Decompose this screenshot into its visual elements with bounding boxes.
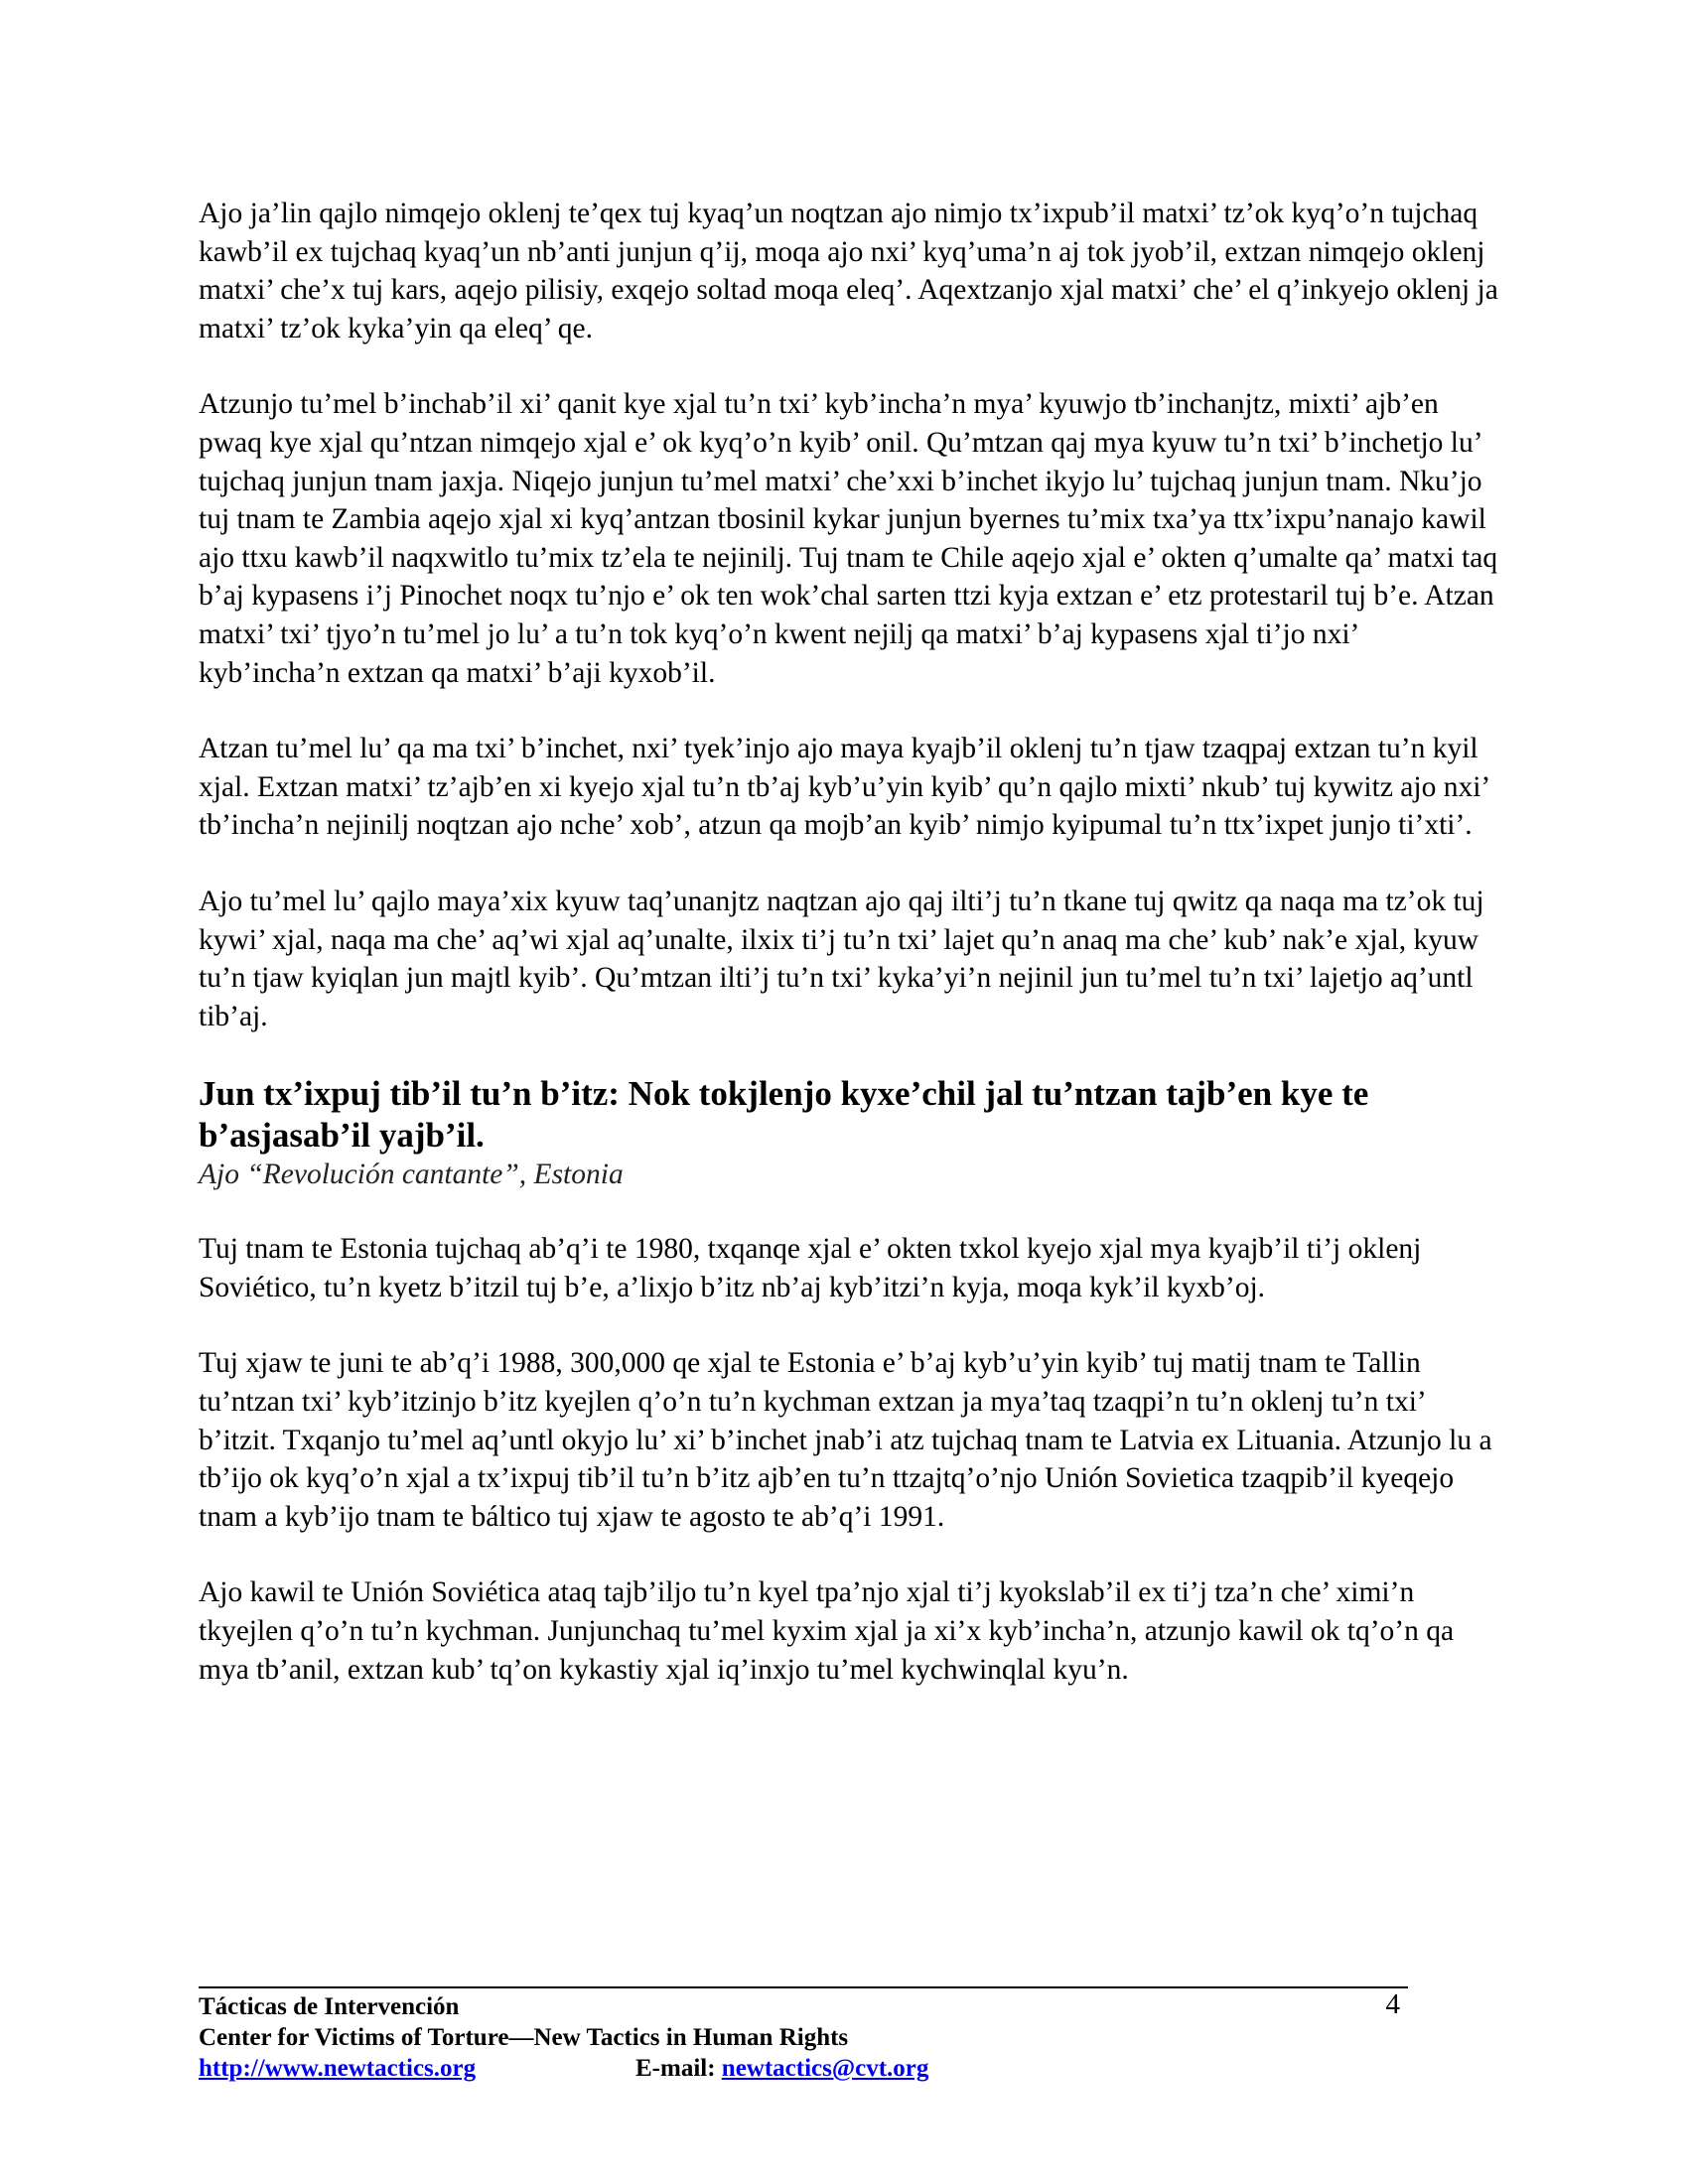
footer-organization-line [199,2022,1408,2053]
email-block [635,2053,928,2084]
paragraph-7: Ajo kawil te Unión Soviética ataq tajb’iljo tu’n kyel tpa’njo xjal ti’j kyokslab’il ex ti’j tza’n che’ ximi’n tkyejlen q’o’n tu’n kychman. Junjunchaq tu’mel kyxim xjal ja xi’x kyb’incha’n, atzunjo kawil ok tq’o’n qa mya tb’anil, extzan kub’ tq’on kykastiy xjal iq’inxjo tu’mel kychwinqlal kyu’n. [199,1576,1455,1686]
paragraph-3: Atzan tu’mel lu’ qa ma txi’ b’inchet, nxi’ tyek’injo ajo maya kyajb’il oklenj tu’n tjaw tzaqpaj extzan tu’n kyil xjal. Extzan matxi’ tz’ajb’en xi kyejo xjal tu’n tb’aj kyb’u’yin kyib’ qu’n qajlo mixti’ nkub’ tuj kywitz ajo nxi’ tb’incha’n nejinilj noqtzan ajo nche’ xob’, atzun qa mojb’an kyib’ nimjo kyipumal tu’n ttx’ixpet junjo ti’xti’. [199,733,1489,842]
main-content [199,195,1499,1726]
paragraph-1: Ajo ja’lin qajlo nimqejo oklenj te’qex tuj kyaq’un noqtzan ajo nimjo tx’ixpub’il matxi’ tz’ok kyq’o’n tujchaq kawb’il ex tujchaq kyaq’un nb’anti junjun q’ij, moqa ajo nxi’ kyq’uma’n aj tok jyob’il, extzan nimqejo oklenj matxi’ che’x tuj kars, aqejo pilisiy, exqejo soltad moqa eleq’. Aqextzanjo xjal matxi’ che’ el q’inkyejo oklenj ja matxi’ tz’ok kyka’yin qa eleq’ qe. [199,198,1498,344]
footer-title-line [199,1988,1408,2022]
paragraph-6: Tuj xjaw te juni te ab’q’i 1988, 300,000 qe xjal te Estonia e’ b’aj kyb’u’yin kyib’ tuj matij tnam te Tallin tu’ntzan txi’ kyb’itzinjo b’itz kyejlen q’o’n tu’n kychman extzan ja mya’taq tzaqpi’n tu’n oklenj tu’n txi’ b’itzit. Txqanjo tu’mel aq’untl okyjo lu’ xi’ b’inchet jnab’i atz tujchaq tnam te Latvia ex Lituania. Atzunjo lu a tb’ijo ok kyq’o’n xjal a tx’ixpuj tib’il tu’n b’itz ajb’en tu’n ttzajtq’o’njo Unión Sovietica tzaqpib’il kyeqejo tnam a kyb’ijo tnam te báltico tuj xjaw te agosto te ab’q’i 1991. [199,1347,1492,1533]
paragraph-5: Tuj tnam te Estonia tujchaq ab’q’i te 1980, txqanqe xjal e’ okten txkol kyejo xjal mya kyajb’il ti’j oklenj Soviético, tu’n kyetz b’itzil tuj b’e, a’lixjo b’itz nb’aj kyb’itzi’n kyja, moqa kyk’il kyxb’oj. [199,1233,1422,1303]
paragraph-2: Atzunjo tu’mel b’inchab’il xi’ qanit kye xjal tu’n txi’ kyb’incha’n mya’ kyuwjo tb’inchanjtz, mixti’ ajb’en pwaq kye xjal qu’ntzan nimqejo xjal e’ ok kyq’o’n kyib’ onil. Qu’mtzan qaj mya kyuw tu’n txi’ b’inchetjo lu’ tujchaq junjun tnam jaxja. Niqejo junjun tu’mel matxi’ che’xxi b’inchet ikyjo lu’ tujchaq junjun tnam. Nku’jo tuj tnam te Zambia aqejo xjal xi kyq’antzan tbosinil kykar junjun byernes tu’mix txa’ya ttx’ixpu’nanajo kawil ajo ttxu kawb’il naqxwitlo tu’mix tz’ela te nejinilj. Tuj tnam te Chile aqejo xjal e’ okten q’umalte qa’ matxi taq b’aj kypasens i’j Pinochet noqx tu’njo e’ ok ten wok’chal sarten ttzi kyja extzan e’ etz protestaril tuj b’e. Atzan matxi’ txi’ tjyo’n tu’mel jo lu’ a tu’n tok kyq’o’n kwent nejilj qa matxi’ b’aj kypasens xjal ti’jo nxi’ kyb’incha’n extzan qa matxi’ b’aji kyxob’il. [199,388,1498,689]
section-subheading: Ajo “Revolución cantante”, Estonia [199,1159,624,1191]
section-heading: Jun tx’ixpuj tib’il tu’n b’itz: Nok tokjlenjo kyxe’chil jal tu’ntzan tajb’en kye te b’asjasab’il yajb’il. [199,1074,1369,1156]
website-link[interactable]: http://www.newtactics.org [199,2055,477,2082]
footer-title: Tácticas de Intervención [199,1993,460,2020]
footer-links-line [199,2053,1408,2084]
email-link[interactable]: newtactics@cvt.org [721,2055,929,2082]
paragraph-4: Ajo tu’mel lu’ qajlo maya’xix kyuw taq’unanjtz naqtzan ajo qaj ilti’j tu’n tkane tuj qwitz qa naqa ma tz’ok tuj kywi’ xjal, naqa ma che’ aq’wi xjal aq’unalte, ilxix ti’j tu’n txi’ lajet qu’n anaq ma che’ kub’ nak’e xjal, kyuw tu’n tjaw kyiqlan jun majtl kyib’. Qu’mtzan ilti’j tu’n txi’ kyka’yi’n nejinil jun tu’mel tu’n txi’ lajetjo aq’untl tib’aj. [199,885,1484,1032]
page-number: 4 [1385,1988,1400,2020]
footer-divider [199,1986,1408,1988]
email-label: E-mail: [635,2055,722,2082]
footer-organization: Center for Victims of Torture—New Tactics in Human Rights [199,2024,849,2051]
page-footer [199,1988,1408,2084]
